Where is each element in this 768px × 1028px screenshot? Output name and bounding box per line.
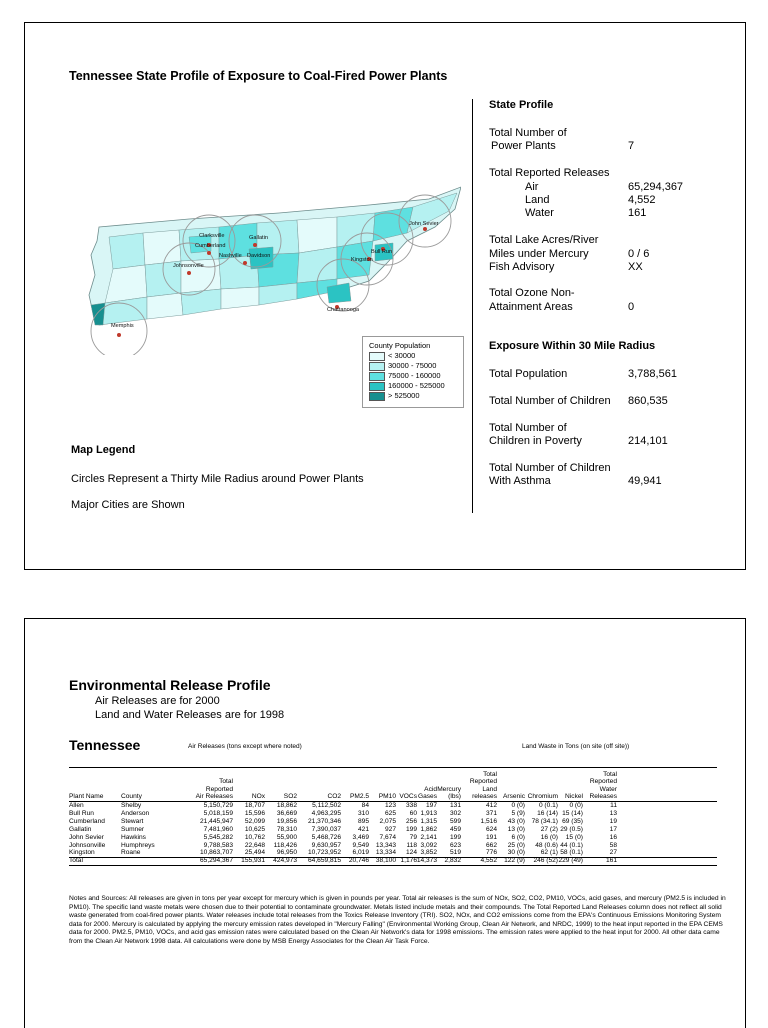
column-header: Gases (417, 793, 437, 800)
plant-name-cell: Johnsonville (69, 841, 106, 849)
column-header: Plant Name (69, 793, 104, 800)
table-cell: 246 (52) (533, 857, 558, 865)
column-header: PM10 (378, 793, 396, 800)
column-header: PM2.5 (349, 793, 369, 800)
table-cell: Sumner (121, 825, 145, 833)
table-cell: 927 (384, 825, 396, 833)
table-cell: 624 (485, 825, 497, 833)
column-header: Water (599, 785, 617, 793)
table-cell: 9,788,583 (203, 841, 233, 849)
table-cell: 19,856 (276, 817, 297, 825)
legend-swatch (369, 372, 385, 381)
table-cell: 4,963,295 (311, 809, 341, 817)
table-cell: 10,863,707 (199, 849, 233, 857)
lake-value: 0 / 6 (628, 248, 650, 260)
table-cell: 65,294,367 (199, 857, 233, 865)
column-header: SO2 (283, 793, 297, 800)
plants-label-2: Power Plants (491, 140, 556, 152)
table-cell: 5,545,282 (203, 833, 233, 841)
state-profile-heading: State Profile (489, 99, 554, 111)
column-header: releases (472, 793, 497, 800)
table-cell: 58 (609, 841, 617, 849)
table-cell: Hawkins (121, 833, 146, 841)
table-cell: 1,913 (420, 809, 437, 817)
table-cell: 519 (449, 849, 461, 857)
table-cell: 16 (14) (537, 809, 558, 817)
table-cell: 64,659,815 (307, 857, 341, 865)
table-cell: 256 (405, 817, 417, 825)
table-cell: 36,669 (276, 809, 297, 817)
air-value: 65,294,367 (628, 181, 684, 193)
table-cell: 895 (357, 817, 369, 825)
table-cell: 9,549 (352, 841, 369, 849)
table-cell: Anderson (121, 809, 150, 817)
table-cell: 62 (1) (540, 849, 558, 857)
table-cell: 13,334 (375, 849, 396, 857)
column-header: CO2 (327, 793, 341, 800)
table-cell: 7,674 (379, 833, 396, 841)
table-cell: 30 (0) (507, 849, 525, 857)
notes-and-sources: Notes and Sources: All releases are given in tons per year except for mercury which is given in pounds per year. Total air releases is the sum of NOx, SO2, CO2, PM10, VOCs, acid gases, and mercury (PM2.5 is included in PM10). The specific land waste metals were chosen due to their potential to contaminate groundwater. Metals listed include metals and their compounds. The Total Reported Land Releases column does not reflect all solid waste generated from coal-fired power plants. Water releases include total releases from the Toxics Release Inventory (TRI). SO2, NOx, and CO2 emissions come from the EPA's Continuous Emissions Monitoring System data for 2000. Mercury is calculated by applying the mercury emission rates developed in "Mercury Falling" (Environmental Working Group, Clean Air Network, and NRDC, 1999) to the heat input reported in the EPA CEMS data for 2000. PM2.5, PM10, VOCs, and acid gas emission rates were calculated based on the Clean Air Network's data for 1998 emissions. The emission rates were applied to the heat input for 2000. All other data came from the Clean Air Network 1998 data. All calculations were done by MSB Energy Associates for the Clean Air Task Force. (69, 895, 726, 945)
table-cell: 197 (425, 802, 437, 809)
legend-label: < 30000 (388, 351, 416, 360)
table-cell: 69 (35) (562, 817, 583, 825)
table-cell: Stewart (121, 817, 144, 825)
city-label: Nashville (219, 253, 242, 259)
table-cell: 25,494 (244, 849, 265, 857)
table-cell: 124 (405, 849, 417, 857)
ozone-label-2: Attainment Areas (489, 301, 573, 313)
county-population-legend (362, 336, 464, 408)
table-cell: 459 (449, 825, 461, 833)
map-legend-circles-note: Circles Represent a Thirty Mile Radius around Power Plants (71, 473, 364, 485)
column-header: Total (603, 771, 617, 779)
state-profile-panel (24, 22, 746, 570)
table-cell: 424,973 (273, 857, 297, 865)
table-cell: 599 (449, 817, 461, 825)
city-label: Gallatin (249, 235, 268, 241)
table-cell: 776 (485, 849, 497, 857)
table-cell: 84 (361, 802, 369, 809)
table-cell: 18,707 (244, 802, 265, 809)
table-cell: 2,141 (420, 833, 437, 841)
table-cell: 131 (449, 802, 461, 809)
table-cell: 21,445,947 (199, 817, 233, 825)
table-cell: 3,852 (420, 849, 437, 857)
fish-value: XX (628, 261, 643, 273)
children-value: 860,535 (628, 395, 668, 407)
table-cell: 1,176 (400, 857, 417, 865)
column-header: Nickel (565, 793, 583, 800)
profile-title: Tennessee State Profile of Exposure to Coal-Fired Power Plants (69, 69, 448, 83)
table-cell: 15 (0) (565, 833, 583, 841)
land-value: 4,552 (628, 194, 656, 206)
table-cell: 199 (405, 825, 417, 833)
table-cell: 1,862 (420, 825, 437, 833)
city-label: Clarksville (199, 233, 225, 239)
table-cell: Humphreys (121, 841, 155, 849)
column-header: Arsenic (503, 793, 525, 800)
table-cell: 2,075 (379, 817, 396, 825)
table-cell: 43 (0) (507, 817, 525, 825)
table-cell: 27 (2) (540, 825, 558, 833)
table-cell: 302 (449, 809, 461, 817)
map-legend-title: Map Legend (71, 444, 136, 456)
column-header: Total (483, 771, 497, 779)
column-header: Releases (589, 793, 617, 800)
plant-name-cell: Gallatin (69, 825, 92, 833)
legend-swatch (369, 352, 385, 361)
water-value: 161 (628, 207, 647, 219)
table-cell: 5 (9) (511, 809, 525, 817)
table-cell: 155,931 (241, 857, 265, 865)
table-cell: 1,315 (420, 817, 437, 825)
table-cell: 13,343 (375, 841, 396, 849)
table-cell: 55,900 (276, 833, 297, 841)
table-cell: 191 (485, 833, 497, 841)
city-label: Cumberland (195, 243, 226, 249)
column-header: Reported (589, 778, 617, 786)
asthma-label-1: Total Number of Children (489, 462, 611, 474)
ozone-value: 0 (628, 301, 635, 313)
table-cell: 9,630,957 (311, 841, 341, 849)
table-cell: Roane (121, 849, 141, 857)
table-cell: 58 (0.1) (560, 849, 583, 857)
table-cell: 22,648 (244, 841, 265, 849)
table-cell: 29 (0.5) (560, 825, 583, 833)
poverty-label-1: Total Number of (489, 422, 567, 434)
table-cell: 25 (0) (507, 841, 525, 849)
column-header: (lbs) (448, 793, 461, 800)
table-cell: 118,426 (273, 841, 297, 849)
legend-label: > 525000 (388, 391, 420, 400)
county-legend-title: County Population (369, 341, 431, 350)
table-cell: 0 (0.1) (538, 802, 558, 809)
plants-value: 7 (628, 140, 635, 152)
release-profile-panel (24, 618, 746, 1028)
column-header: Land (482, 785, 497, 793)
table-cell: 0 (0) (569, 802, 583, 809)
table-cell: 161 (605, 857, 617, 865)
legend-label: 160000 - 525000 (388, 381, 445, 390)
table-cell: 78,310 (276, 825, 297, 833)
water-label: Water (525, 207, 554, 219)
table-cell: 10,762 (244, 833, 265, 841)
table-cell: 421 (357, 825, 369, 833)
city-label: Chattanooga (327, 307, 360, 313)
table-cell: 3,469 (352, 833, 369, 841)
fish-label: Fish Advisory (489, 261, 555, 273)
table-cell: 15,596 (244, 809, 265, 817)
table-cell: 5,018,159 (203, 809, 233, 817)
lake-label-1: Total Lake Acres/River (489, 234, 599, 246)
table-rule (69, 865, 717, 866)
table-cell: 5,112,502 (312, 802, 341, 809)
city-label: Johnsonville (173, 263, 204, 269)
table-cell: 27 (609, 849, 617, 857)
table-cell: 199 (449, 833, 461, 841)
table-cell: 118 (406, 841, 417, 849)
table-cell: 10,625 (244, 825, 265, 833)
legend-swatch (369, 392, 385, 401)
table-cell: 10,723,952 (307, 849, 341, 857)
ozone-label-1: Total Ozone Non- (489, 287, 575, 299)
air-releases-caption: Air Releases (tons except where noted) (188, 743, 302, 750)
land-water-year-note: Land and Water Releases are for 1998 (95, 709, 285, 721)
table-cell: 0 (0) (511, 802, 525, 809)
legend-swatch (369, 382, 385, 391)
table-cell: 48 (0.6) (535, 841, 558, 849)
column-header: Total (219, 778, 233, 786)
column-header: Acid (424, 785, 437, 793)
table-cell: 310 (357, 809, 369, 817)
releases-label: Total Reported Releases (489, 167, 610, 179)
table-cell: 371 (485, 809, 497, 817)
population-value: 3,788,561 (628, 368, 677, 380)
table-cell: 15 (14) (562, 809, 583, 817)
legend-swatch (369, 362, 385, 371)
plant-name-cell: Allen (69, 802, 84, 809)
map-legend-cities-note: Major Cities are Shown (71, 499, 185, 511)
column-header: VOCs (399, 793, 417, 800)
table-cell: 52,099 (244, 817, 265, 825)
table-cell: 6,019 (352, 849, 369, 857)
city-label: Kingston (351, 257, 373, 263)
table-cell: 11 (610, 802, 617, 809)
asthma-value: 49,941 (628, 475, 662, 487)
table-cell: 19 (609, 817, 617, 825)
column-header: Mercury (437, 785, 461, 793)
land-waste-caption: Land Waste in Tons (on site (off site)) (522, 743, 630, 750)
table-cell: 13 (609, 809, 617, 817)
state-heading: Tennessee (69, 737, 141, 753)
column-header: Air Releases (195, 793, 233, 800)
table-cell: 2,832 (444, 857, 461, 865)
table-cell: 16 (0) (540, 833, 558, 841)
table-rule (69, 767, 717, 768)
table-cell: 4,552 (480, 857, 497, 865)
table-cell: 229 (49) (558, 857, 583, 865)
air-label: Air (525, 181, 539, 193)
city-label: John Sevier (409, 221, 439, 227)
table-cell: 20,746 (348, 857, 369, 865)
tennessee-county-map (69, 175, 461, 355)
table-cell: 662 (485, 841, 497, 849)
city-label: Davidson (247, 253, 271, 259)
plants-label-1: Total Number of (489, 127, 567, 139)
table-cell: 17 (609, 825, 617, 833)
plant-name-cell: Total (69, 857, 83, 865)
city-label: Bull Run (371, 249, 393, 255)
table-cell: 123 (384, 802, 396, 809)
column-header: Reported (469, 778, 497, 786)
legend-label: 30000 - 75000 (388, 361, 437, 370)
children-label: Total Number of Children (489, 395, 611, 407)
table-cell: 79 (409, 833, 417, 841)
city-label: Memphis (111, 323, 134, 329)
plant-name-cell: Bull Run (69, 809, 94, 817)
land-label: Land (525, 194, 550, 206)
asthma-label-2: With Asthma (489, 475, 551, 487)
table-cell: 7,390,037 (311, 825, 341, 833)
plant-name-cell: John Sevier (69, 833, 104, 841)
exposure-heading: Exposure Within 30 Mile Radius (489, 340, 656, 352)
table-cell: 5,468,726 (311, 833, 341, 841)
table-cell: 16 (609, 833, 617, 841)
plant-name-cell: Cumberland (69, 817, 105, 825)
table-cell: 1,516 (480, 817, 497, 825)
table-cell: 338 (405, 802, 417, 809)
legend-label: 75000 - 160000 (388, 371, 441, 380)
table-cell: 78 (34.1) (531, 817, 558, 825)
column-header: County (121, 793, 142, 800)
table-cell: 18,862 (276, 802, 297, 809)
table-cell: 5,150,729 (203, 802, 233, 809)
population-label: Total Population (489, 368, 568, 380)
lake-label-2: Miles under Mercury (489, 248, 589, 260)
table-cell: 6 (0) (511, 833, 525, 841)
table-cell: 44 (0.1) (560, 841, 583, 849)
column-header: NOx (251, 793, 265, 800)
table-cell: 412 (485, 802, 497, 809)
column-header: Chromium (527, 793, 558, 800)
release-profile-title: Environmental Release Profile (69, 677, 271, 693)
table-cell: 96,950 (276, 849, 297, 857)
poverty-label-2: Children in Poverty (489, 435, 582, 447)
table-cell: 21,370,346 (307, 817, 341, 825)
table-cell: 122 (9) (504, 857, 525, 865)
column-header: Reported (205, 785, 233, 793)
table-cell: 3,092 (420, 841, 437, 849)
air-year-note: Air Releases are for 2000 (95, 695, 220, 707)
table-cell: 7,481,960 (203, 825, 233, 833)
table-cell: 625 (384, 809, 396, 817)
table-cell: Shelby (121, 802, 142, 809)
poverty-value: 214,101 (628, 435, 668, 447)
table-cell: 14,373 (416, 857, 437, 865)
vertical-divider (472, 99, 473, 513)
plant-name-cell: Kingston (69, 849, 95, 857)
table-cell: 623 (449, 841, 461, 849)
table-cell: 38,100 (375, 857, 396, 865)
table-cell: 60 (409, 809, 417, 817)
table-cell: 13 (0) (507, 825, 525, 833)
